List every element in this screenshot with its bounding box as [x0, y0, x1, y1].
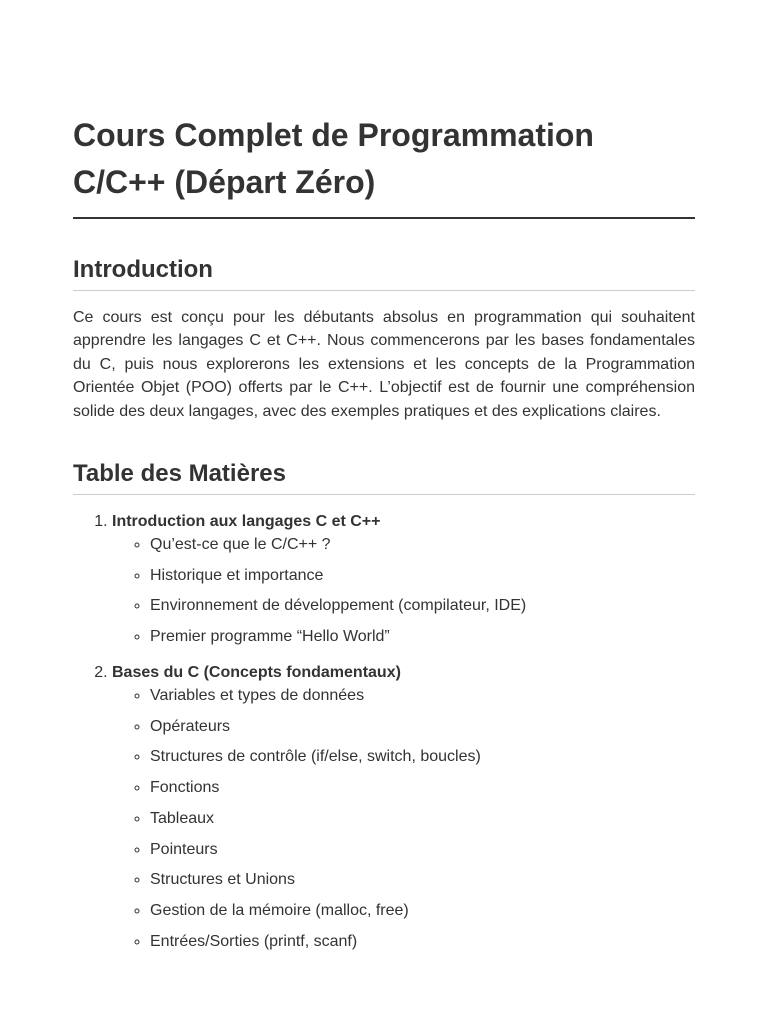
toc-subitem: ◦ Premier programme “Hello World” — [150, 625, 695, 648]
toc-subitem: ◦ Opérateurs — [150, 715, 695, 738]
toc-chapter — [112, 661, 695, 953]
toc-subitem: ◦ Gestion de la mémoire (malloc, free) — [150, 899, 695, 922]
toc-subitem: ◦ Pointeurs — [150, 838, 695, 861]
toc-subitem: ◦ Tableaux — [150, 807, 695, 830]
toc-subitem: ◦ Structures de contrôle (if/else, switch, boucles) — [150, 745, 695, 768]
toc-sublist — [112, 684, 695, 953]
toc-subitem: ◦ Environnement de développement (compilateur, IDE) — [150, 594, 695, 617]
introduction-paragraph: Ce cours est conçu pour les débutants absolus en programmation qui souhaitent apprendre les langages C et C++. Nous commencerons par les bases fondamentales du C, puis nous explorerons les extensions et les concepts de la Programmation Orientée Objet (POO) offerts par le C++. L’objectif est de fournir une compréhension solide des deux langages, avec des exemples pratiques et des explications claires. — [73, 309, 695, 420]
toc-chapter-title: Introduction aux langages C et C++ — [112, 513, 381, 531]
table-of-contents — [73, 510, 695, 953]
toc-subitem: ◦ Entrées/Sorties (printf, scanf) — [150, 930, 695, 953]
toc-subitem: ◦ Fonctions — [150, 776, 695, 799]
section-heading-table-of-contents: Table des Matières — [73, 459, 695, 495]
section-heading-introduction: Introduction — [73, 255, 695, 291]
toc-subitem: ◦ Qu’est-ce que le C/C++ ? — [150, 533, 695, 556]
toc-sublist — [112, 533, 695, 648]
toc-chapter-title: Bases du C (Concepts fondamentaux) — [112, 664, 401, 682]
toc-subitem: ◦ Historique et importance — [150, 564, 695, 587]
document-page — [73, 0, 695, 953]
toc-subitem: ◦ Structures et Unions — [150, 868, 695, 891]
toc-subitem: ◦ Variables et types de données — [150, 684, 695, 707]
toc-chapter — [112, 510, 695, 648]
page-title: Cours Complet de Programmation C/C++ (Départ Zéro) — [73, 112, 695, 219]
